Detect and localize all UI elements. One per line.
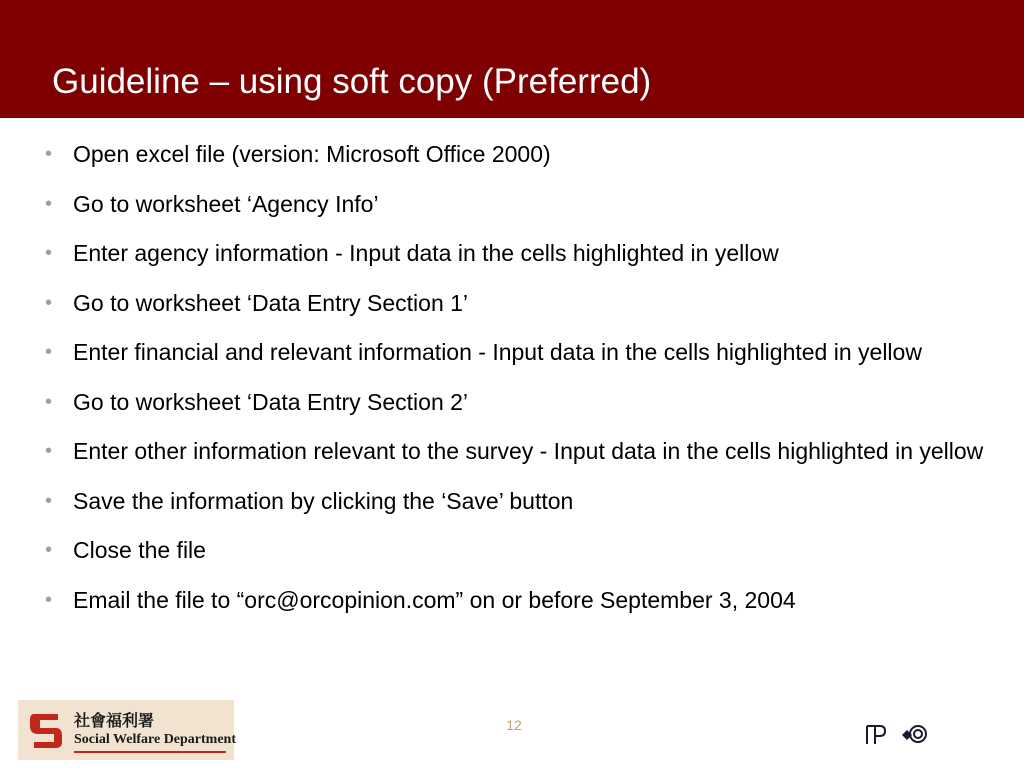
bullet-icon: • <box>45 242 53 264</box>
slide-title: Guideline – using soft copy (Preferred) <box>52 62 652 101</box>
bullet-icon: • <box>45 489 53 512</box>
logo-divider <box>74 751 226 753</box>
bullet-item <box>45 386 985 419</box>
bullet-icon: • <box>45 192 53 215</box>
bullet-icon: • <box>45 440 53 462</box>
logo-chinese-text: 社會福利署 <box>74 711 155 730</box>
bullet-text: Save the information by clicking the ‘Save’ button <box>73 487 574 514</box>
bullet-text: Go to worksheet ‘Data Entry Section 2’ <box>73 388 469 415</box>
bullet-text: Enter agency information - Input data in the cells highlighted in yellow <box>73 240 779 266</box>
logo-english-text: Social Welfare Department <box>74 732 237 747</box>
bullet-item <box>45 485 985 518</box>
bullet-list <box>45 138 985 633</box>
bullet-icon: • <box>45 341 53 363</box>
bullet-text: Email the file to “orc@orcopinion.com” on or before September 3, 2004 <box>73 586 796 613</box>
bullet-text: Enter financial and relevant information - Input data in the cells highlighted in yellow <box>73 339 922 365</box>
bullet-text: Enter other information relevant to the survey - Input data in the cells highlighted in yellow <box>73 438 984 464</box>
bullet-icon: • <box>45 143 53 165</box>
bullet-icon: • <box>45 390 53 413</box>
bullet-item <box>45 534 985 567</box>
bullet-item <box>45 336 985 369</box>
bullet-text: Close the file <box>73 537 206 563</box>
bullet-text: Go to worksheet ‘Data Entry Section 1’ <box>73 289 469 316</box>
bullet-item <box>45 435 985 468</box>
bullet-icon: • <box>45 291 53 314</box>
bullet-icon: • <box>45 539 53 561</box>
swd-logo <box>18 700 237 760</box>
bullet-text: Go to worksheet ‘Agency Info’ <box>73 190 379 217</box>
bullet-item <box>45 237 985 270</box>
bullet-icon: • <box>45 588 53 611</box>
bullet-item <box>45 584 985 617</box>
title-bar <box>0 0 1024 118</box>
wingdings-glyphs-icon <box>864 722 928 748</box>
bullet-item <box>45 138 985 171</box>
bullet-text: Open excel file (version: Microsoft Office 2000) <box>73 141 551 167</box>
bullet-item <box>45 287 985 320</box>
bullet-item <box>45 188 985 221</box>
page-number: 12 <box>506 717 522 733</box>
swd-logo-icon <box>26 708 66 754</box>
